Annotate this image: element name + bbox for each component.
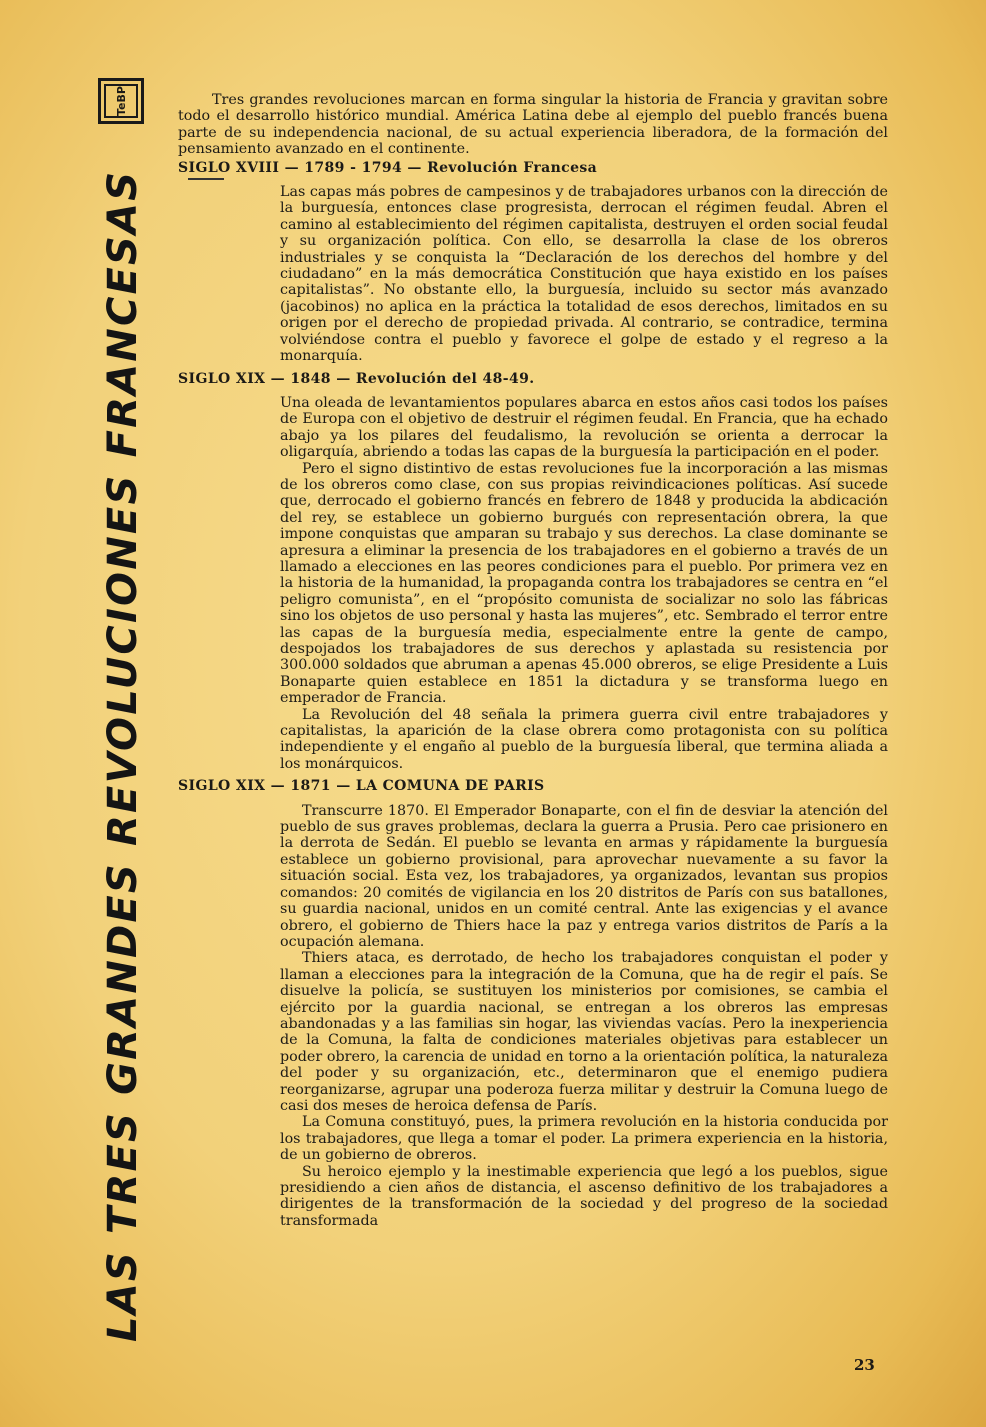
page-number: 23: [854, 1356, 875, 1374]
heading-underline-mark: [188, 178, 224, 180]
paragraph: Su heroico ejemplo y la inestimable experiencia que legó a los pueblos, sigue presidiendo a cien años de distancia, el ascenso definitivo de los trabajadores a dirigentes de la transformación de la sociedad y del progreso de la sociedad transformada: [280, 1163, 888, 1229]
logo-mark: TeBP: [104, 84, 138, 118]
section-heading-1871: SIGLO XIX — 1871 — LA COMUNA DE PARIS: [178, 778, 545, 795]
intro-paragraph: Tres grandes revoluciones marcan en forma singular la historia de Francia y gravitan sobre todo el desarrollo histórico mundial. América Latina debe al ejemplo del pueblo francés buena parte de su independencia nacional, de su actual experiencia liberadora, de la formación del pensamiento avanzado en el continente.: [178, 92, 888, 158]
paragraph: La Revolución del 48 señala la primera guerra civil entre trabajadores y capitalistas, la aparición de la clase obrera como protagonista con su política independiente y el engaño al pueblo de la burguesía liberal, que termina aliada a los monárquicos.: [280, 706, 888, 772]
section-1848: [280, 395, 888, 772]
section-1789: [280, 184, 888, 364]
paragraph: Las capas más pobres de campesinos y de trabajadores urbanos con la dirección de la burguesía, entonces clase progresista, derrocan el régimen feudal. Abren el camino al establecimiento del régimen capitalista, destruyen el orden social feudal y su organización política. Con ello, se desarrolla la clase de los obreros industriales y se conquista la “Declaración de los derechos del hombre y del ciudadano” en la más democrática Constitución que haya existido en los países capitalistas”. No obstante ello, la burguesía, incluido su sector más avanzado (jacobinos) no aplica en la práctica la totalidad de esos derechos, limitados en su origen por el derecho de propiedad privada. Al contrario, se contradice, termina volviéndose contra el pueblo y favorece el golpe de estado y el regreso a la monarquía.: [280, 184, 888, 365]
paragraph: Thiers ataca, es derrotado, de hecho los trabajadores conquistan el poder y llaman a elecciones para la integración de la Comuna, que ha de regir el país. Se disuelve la policía, se sustituyen los ministerios por comisiones, se cambia el ejército por la guardia nacional, se entregan a los obreros las empresas abandonadas y a las familias sin hogar, las viviendas vacías. Pero la inexperiencia de la Comuna, la falta de condiciones materiales objetivas para establecer un poder obrero, la carencia de unidad en torno a la orientación política, la naturaleza del poder y su organización, etc., determinaron que el enemigo pudiera reorganizarse, agrupar una poderoza fuerza militar y destruir la Comuna luego de casi dos meses de heroica defensa de París.: [280, 950, 888, 1114]
paragraph: La Comuna constituyó, pues, la primera revolución en la historia conducida por los trabajadores, que llega a tomar el poder. La primera experiencia en la historia, de un gobierno de obreros.: [280, 1114, 888, 1164]
section-1871: [280, 803, 888, 1230]
paragraph: Pero el signo distintivo de estas revoluciones fue la incorporación a las mismas de los obreros como clase, con sus propias reivindicaciones políticas. Así sucede que, derrocado el gobierno francés en febrero de 1848 y producida la abdicación del rey, se establece un gobierno burgués con representación obrera, la que impone conquistas que amparan su trabajo y sus derechos. La clase dominante se apresura a eliminar la presencia de los trabajadores en el gobierno a través de un llamado a elecciones en las peores condiciones para el pueblo. Por primera vez en la historia de la humanidad, la propaganda contra los trabajadores se centra en “el peligro comunista”, en el “propósito comunista de socializar no solo las fábricas sino los objetos de uso personal y hasta las mujeres”, etc. Sembrado el terror entre las capas de la burguesía media, especialmente entre la gente de campo, despojados los trabajadores de sus derechos y aplastada su resistencia por 300.000 soldados que abruman a apenas 45.000 obreros, se elige Presidente a Luis Bonaparte quien establece en 1851 la dictadura y se transforma luego en emperador de Francia.: [280, 460, 888, 707]
vertical-title: LAS TRES GRANDES REVOLUCIONES FRANCESAS: [100, 169, 146, 1342]
article-body: [178, 92, 888, 1229]
section-heading-1789: SIGLO XVIII — 1789 - 1794 — Revolución Francesa: [178, 160, 888, 176]
publisher-logo: [98, 78, 144, 124]
section-heading-1848: SIGLO XIX — 1848 — Revolución del 48-49.: [178, 370, 535, 387]
paragraph: Transcurre 1870. El Emperador Bonaparte, con el fin de desviar la atención del pueblo de sus graves problemas, declara la guerra a Prusia. Pero cae prisionero en la derrota de Sedán. El pueblo se levanta en armas y rápidamente la burguesía establece un gobierno provisional, para aprovechar nuevamente a su favor la situación social. Esta vez, los trabajadores, ya organizados, levantan sus propios comandos: 20 comités de vigilancia en los 20 distritos de París con sus batallones, su guardia nacional, unidos en un comité central. Ante las exigencias y el avance obrero, el gobierno de Thiers hace la paz y entrega varios distritos de París a la ocupación alemana.: [280, 802, 888, 950]
paragraph: Una oleada de levantamientos populares abarca en estos años casi todos los países de Europa con el objetivo de destruir el régimen feudal. En Francia, que ha echado abajo ya los pilares del feudalismo, la revolución se orienta a derrocar la oligarquía, abriendo a todas las capas de la burguesía la participación en el poder.: [280, 394, 888, 461]
